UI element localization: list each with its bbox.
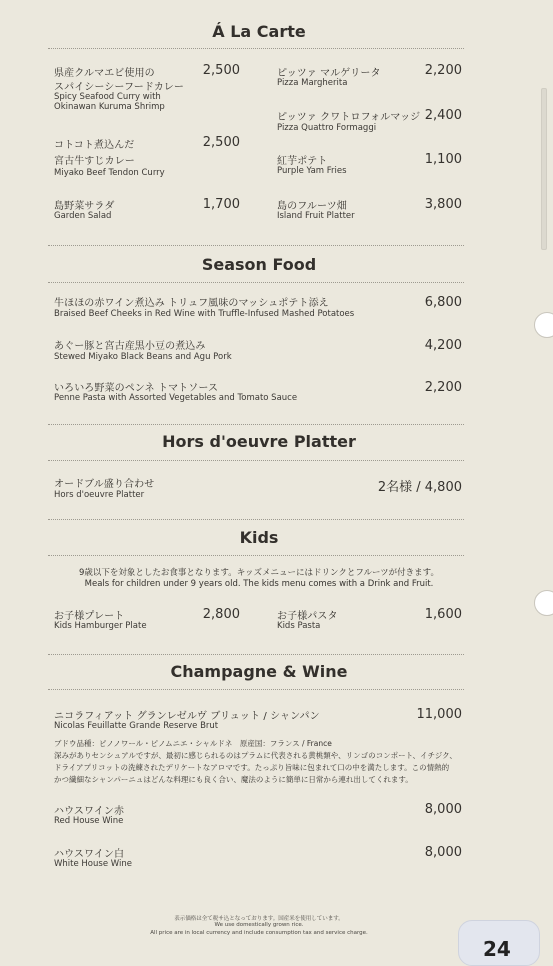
- menu-item-ja: スパイシーシーフードカレー: [54, 82, 184, 93]
- menu-item-price: 2,200: [424, 63, 462, 78]
- menu-item-en: Miyako Beef Tendon Curry: [54, 168, 165, 178]
- menu-item-ja: 紅芋ポテト: [277, 156, 328, 167]
- menu-item-en: Kids Hamburger Plate: [54, 621, 147, 631]
- menu-item-en: Red House Wine: [54, 816, 124, 826]
- menu-item-ja: あぐー豚と宮古産黒小豆の煮込み: [54, 341, 206, 352]
- menu-item-ja: 島のフルーツ畑: [277, 201, 347, 212]
- menu-item-ja: 県産クルマエビ使用の: [54, 68, 155, 79]
- binder-hole: [534, 312, 553, 338]
- kids-note-ja: 9歳以下を対象としたお食事となります。キッズメニューにはドリンクとフルーツが付きます。: [78, 568, 440, 578]
- divider: [48, 519, 464, 520]
- wine-desc: ブドウ品種：ピノノワール・ピノムニエ・シャルドネ 原産国：フランス / France: [54, 739, 332, 748]
- divider: [48, 654, 464, 655]
- menu-item-en: Spicy Seafood Curry with: [54, 92, 161, 102]
- footer-note: We use domestically grown rice.: [214, 922, 304, 928]
- menu-item-price: 4,200: [424, 338, 462, 353]
- menu-item-ja: お子様プレート: [54, 611, 125, 622]
- menu-item-price: 8,000: [424, 802, 462, 817]
- menu-item-ja: お子様パスタ: [277, 611, 338, 622]
- scrollbar[interactable]: [541, 88, 547, 250]
- section-title-kids: Kids: [239, 528, 279, 547]
- menu-item-en: Stewed Miyako Black Beans and Agu Pork: [54, 352, 232, 362]
- divider: [48, 424, 464, 425]
- menu-item-en: Kids Pasta: [277, 621, 321, 631]
- menu-item-ja: いろいろ野菜のペンネ トマトソース: [54, 383, 219, 394]
- menu-item-price: 2,400: [424, 108, 462, 123]
- divider: [48, 282, 464, 283]
- menu-item-en: Nicolas Feuillatte Grande Reserve Brut: [54, 721, 219, 731]
- divider: [48, 48, 464, 49]
- wine-desc: かつ繊細なシャンパーニュはどんな料理にも良く合い、魔法のように簡単に日常から連れ出してくれます。: [54, 775, 413, 784]
- footer-note: 表示価格は全て税サ込となっております。国産米を使用しています。: [174, 916, 344, 922]
- menu-item-ja: ハウスワイン赤: [54, 806, 125, 817]
- menu-item-en: Island Fruit Platter: [277, 211, 355, 221]
- menu-item-ja: 牛ほほの赤ワイン煮込み トリュフ風味のマッシュポテト添え: [54, 298, 329, 309]
- menu-item-en: Hors d'oeuvre Platter: [54, 490, 145, 500]
- menu-item-en: White House Wine: [54, 859, 132, 869]
- menu-item-ja: 宮古牛すじカレー: [54, 156, 135, 167]
- page-number-label: 24: [483, 937, 511, 961]
- divider: [48, 245, 464, 246]
- wine-desc: ドライアプリコットの洗練されたデリケートなアロマです。たっぷり旨味に包まれて口の中を満たします。この情熱的: [54, 763, 450, 772]
- menu-item-price: 3,800: [424, 197, 462, 212]
- menu-item-price: 8,000: [424, 845, 462, 860]
- menu-item-en: Purple Yam Fries: [277, 166, 347, 176]
- menu-item-price: 2名様 / 4,800: [377, 480, 462, 495]
- page-number-button[interactable]: [458, 920, 540, 966]
- divider: [48, 555, 464, 556]
- section-title-alacarte: Á La Carte: [212, 22, 306, 41]
- divider: [48, 689, 464, 690]
- menu-item-price: 2,500: [202, 135, 240, 150]
- footer-note: All price are in local currency and include consumption tax and service charge.: [150, 930, 368, 936]
- menu-item-price: 6,800: [424, 295, 462, 310]
- menu-item-en: Garden Salad: [54, 211, 112, 221]
- menu-item-price: 1,700: [202, 197, 240, 212]
- section-title-season: Season Food: [201, 255, 317, 274]
- menu-item-en: Pizza Quattro Formaggi: [277, 123, 377, 133]
- menu-item-price: 1,100: [424, 152, 462, 167]
- menu-item-price: 2,500: [202, 63, 240, 78]
- menu-item-en: Pizza Margherita: [277, 78, 348, 88]
- menu-item-ja: ピッツァ クワトロフォルマッジ: [277, 112, 421, 123]
- section-title-champagne: Champagne & Wine: [170, 662, 348, 681]
- menu-item-ja: ハウスワイン白: [54, 849, 125, 860]
- menu-item-ja: 島野菜サラダ: [54, 201, 115, 212]
- menu-item-ja: ニコラフィアット グランレゼルヴ ブリュット / シャンパン: [54, 711, 320, 722]
- menu-item-price: 11,000: [416, 707, 462, 722]
- menu-item-price: 1,600: [424, 607, 462, 622]
- binder-hole: [534, 590, 553, 616]
- menu-item-ja: コトコト煮込んだ: [54, 140, 135, 151]
- menu-item-en: Penne Pasta with Assorted Vegetables and Tomato Sauce: [54, 393, 298, 403]
- menu-item-en: Okinawan Kuruma Shrimp: [54, 102, 165, 112]
- menu-item-ja: オードブル盛り合わせ: [54, 479, 155, 490]
- menu-item-ja: ピッツァ マルゲリータ: [277, 68, 381, 79]
- kids-note-en: Meals for children under 9 years old. The kids menu comes with a Drink and Fruit.: [84, 579, 434, 589]
- section-title-hors: Hors d'oeuvre Platter: [162, 432, 356, 451]
- wine-desc: 深みがありセンシュアルですが、最初に感じられるのはプラムに代表される黄桃類や、リンゴのコンポート、イチジク、: [54, 751, 457, 760]
- menu-item-price: 2,800: [202, 607, 240, 622]
- menu-item-price: 2,200: [424, 380, 462, 395]
- divider: [48, 460, 464, 461]
- menu-item-en: Braised Beef Cheeks in Red Wine with Truffle-Infused Mashed Potatoes: [54, 309, 355, 319]
